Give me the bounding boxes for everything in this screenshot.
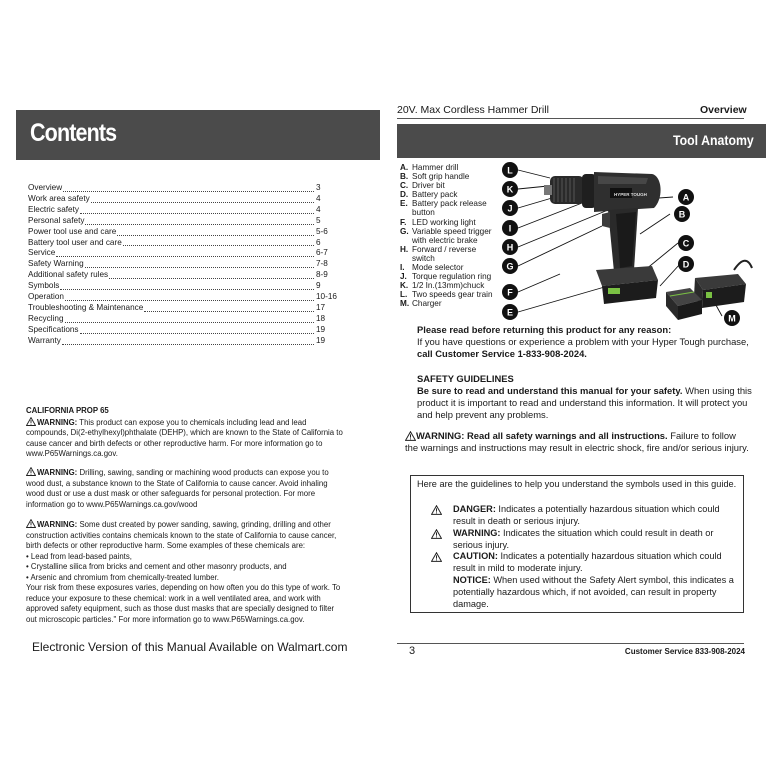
part-letter: I. bbox=[400, 263, 405, 273]
toc-leader bbox=[91, 202, 314, 203]
callout-H: H bbox=[506, 242, 514, 253]
toc-page: 5-6 bbox=[316, 226, 328, 236]
warning-text: Drilling, sawing, sanding or machining wood products can expose you to wood dust, a substance known to the State of California to cause cancer. Avoid inhaling wood dust or use a dust mask or other safeguards for personal protection. For more information go to www.P65Warnings.ca.gov/wood bbox=[26, 468, 329, 509]
guide-intro: Here are the guidelines to help you understand the symbols used in this guide. bbox=[417, 479, 737, 489]
toc-leader bbox=[60, 289, 314, 290]
callout-B: B bbox=[678, 209, 686, 220]
toc-label: Warranty bbox=[28, 335, 61, 345]
part-letter: J. bbox=[400, 272, 407, 282]
list-item: • Lead from lead-based paints, bbox=[26, 551, 132, 561]
toc-leader bbox=[65, 300, 314, 301]
warning-text: This product can expose you to chemicals including lead and lead compounds, Di(2-ethylhexyl)phthalate (DEHP), which are known to the State of California to cause cancer and birth defects or other reproductive harm. For more information go to www.P65Warnings.ca.gov. bbox=[26, 417, 343, 458]
part-item bbox=[400, 172, 500, 181]
part-item bbox=[400, 299, 500, 308]
signal-warning bbox=[431, 528, 737, 552]
toc-leader bbox=[65, 322, 315, 323]
toc-row bbox=[28, 259, 338, 270]
part-letter: B. bbox=[400, 172, 409, 182]
contents-banner bbox=[16, 110, 380, 160]
toc-row bbox=[28, 205, 338, 216]
signal-label: WARNING: bbox=[453, 528, 501, 538]
signal-text: Indicates a potentially hazardous situation which could result in death or serious injury. bbox=[453, 504, 720, 526]
toc-label: Operation bbox=[28, 292, 64, 302]
warning-label: WARNING: bbox=[37, 520, 78, 529]
toc-page: 10-16 bbox=[316, 292, 337, 302]
signal-notice bbox=[431, 575, 737, 611]
toc-row bbox=[28, 270, 338, 281]
toc-leader bbox=[144, 311, 314, 312]
safety-warning bbox=[405, 421, 750, 464]
part-letter: L. bbox=[400, 290, 408, 300]
header-section: Overview bbox=[700, 104, 747, 116]
toc-page: 6 bbox=[316, 237, 321, 247]
toc-row bbox=[28, 248, 338, 259]
safety-bold: Be sure to read and understand this manual for your safety. bbox=[417, 385, 683, 396]
safety-text: When using this product it is important to read and understand this information. It will protect you and help prevent any problems. bbox=[417, 385, 752, 420]
safety-warning-text: Failure to follow the warnings and instructions may result in electric shock, fire and/or serious injury. bbox=[405, 430, 749, 454]
signal-danger bbox=[431, 504, 737, 528]
part-letter: A. bbox=[400, 163, 409, 172]
part-text: Mode selector bbox=[412, 263, 464, 273]
drill-illustration bbox=[490, 158, 766, 330]
toc-label: Personal safety bbox=[28, 215, 85, 225]
toc-leader bbox=[80, 213, 314, 214]
part-letter: D. bbox=[400, 190, 409, 200]
toc-page: 17 bbox=[316, 302, 326, 312]
warning-triangle-icon bbox=[431, 551, 453, 575]
part-item bbox=[400, 272, 500, 281]
left-footer: Electronic Version of this Manual Available on Walmart.com bbox=[32, 640, 348, 654]
toc-page: 4 bbox=[316, 193, 321, 203]
toc-label: Safety Warning bbox=[28, 259, 84, 269]
toc-row bbox=[28, 314, 338, 325]
part-text: 1/2 In.(13mm)chuck bbox=[412, 281, 485, 291]
header-divider bbox=[397, 118, 744, 119]
callout-M: M bbox=[728, 313, 736, 324]
part-item bbox=[400, 181, 500, 190]
part-letter: E. bbox=[400, 199, 408, 209]
safety-guidelines bbox=[417, 373, 752, 421]
warning-triangle-icon bbox=[26, 417, 36, 426]
signal-text: Indicates a potentially hazardous situation which could result in mild to moderate injury. bbox=[453, 551, 722, 573]
safety-heading: SAFETY GUIDELINES bbox=[417, 373, 514, 384]
part-letter: C. bbox=[400, 181, 409, 191]
part-text: Forward / reverse switch bbox=[412, 244, 477, 263]
part-item bbox=[400, 227, 500, 245]
customer-service-call: call Customer Service 1-833-908-2024. bbox=[417, 348, 587, 359]
part-text: Torque regulation ring bbox=[412, 272, 492, 282]
toc-leader bbox=[109, 278, 314, 279]
toc-page: 19 bbox=[316, 335, 326, 345]
toc-row bbox=[28, 292, 338, 303]
toc-row bbox=[28, 336, 338, 347]
callout-E: E bbox=[506, 307, 514, 318]
tool-anatomy-title: Tool Anatomy bbox=[673, 132, 754, 148]
part-text: Charger bbox=[412, 299, 442, 309]
table-of-contents bbox=[28, 183, 338, 347]
warning-triangle-icon bbox=[431, 504, 453, 528]
part-text: Soft grip handle bbox=[412, 172, 470, 182]
part-text: Driver bit bbox=[412, 181, 445, 191]
toc-label: Electric safety bbox=[28, 204, 79, 214]
part-letter: M. bbox=[400, 299, 410, 309]
warning-triangle-icon bbox=[405, 431, 415, 440]
toc-label: Overview bbox=[28, 183, 63, 192]
toc-label: Specifications bbox=[28, 324, 79, 334]
toc-label: Symbols bbox=[28, 281, 60, 291]
toc-leader bbox=[62, 344, 314, 345]
callout-G: G bbox=[506, 261, 514, 272]
warning-triangle-icon bbox=[26, 467, 36, 476]
part-item bbox=[400, 190, 500, 199]
toc-page: 4 bbox=[316, 204, 321, 214]
toc-page: 3 bbox=[316, 183, 321, 192]
safety-warning-bold: WARNING: Read all safety warnings and all instructions. bbox=[416, 430, 668, 442]
toc-row bbox=[28, 325, 338, 336]
part-item bbox=[400, 263, 500, 272]
toc-page: 5 bbox=[316, 215, 321, 225]
toc-label: Troubleshooting & Maintenance bbox=[28, 302, 144, 312]
toc-row bbox=[28, 303, 338, 314]
part-text: Battery pack bbox=[412, 190, 458, 200]
toc-label: Battery tool user and care bbox=[28, 237, 122, 247]
return-notice-text: If you have questions or experience a problem with your Hyper Tough purchase, bbox=[417, 336, 749, 347]
signal-label: DANGER: bbox=[453, 504, 496, 514]
toc-row bbox=[28, 194, 338, 205]
toc-row bbox=[28, 238, 338, 249]
toc-row bbox=[28, 227, 338, 238]
footer-divider bbox=[397, 643, 744, 644]
callout-I: I bbox=[508, 223, 512, 234]
part-text: Two speeds gear train bbox=[412, 290, 493, 300]
toc-page: 9 bbox=[316, 281, 321, 291]
toc-row bbox=[28, 183, 338, 194]
return-notice-heading: Please read before returning this product for any reason: bbox=[417, 324, 672, 335]
header-title: 20V. Max Cordless Hammer Drill bbox=[397, 104, 549, 116]
signal-text: When used without the Safety Alert symbol, this indicates a potentially hazardous which, if not avoided, can result in property damage. bbox=[453, 575, 734, 609]
toc-leader bbox=[56, 256, 314, 257]
part-item bbox=[400, 281, 500, 290]
callout-F: F bbox=[507, 287, 513, 298]
part-letter: H. bbox=[400, 244, 409, 254]
toc-leader bbox=[123, 245, 314, 246]
toc-leader bbox=[80, 333, 314, 334]
return-notice bbox=[417, 324, 752, 360]
part-text: Variable speed trigger with electric brake bbox=[412, 226, 492, 245]
prop65-warning-1 bbox=[26, 406, 344, 460]
contents-title: Contents bbox=[30, 119, 117, 147]
toc-page: 6-7 bbox=[316, 248, 328, 258]
callout-C: C bbox=[682, 238, 690, 249]
signal-label: NOTICE: bbox=[453, 575, 491, 585]
toc-page: 19 bbox=[316, 324, 326, 334]
part-item bbox=[400, 199, 500, 217]
page-number: 3 bbox=[409, 645, 416, 657]
part-text: Hammer drill bbox=[412, 163, 459, 172]
prop65-heading: CALIFORNIA PROP 65 bbox=[26, 406, 109, 415]
toc-label: Power tool use and care bbox=[28, 226, 117, 236]
warning-triangle-icon bbox=[26, 519, 36, 528]
callout-A: A bbox=[682, 192, 690, 203]
part-letter: K. bbox=[400, 281, 409, 291]
list-item: • Crystalline silica from bricks and cement and other masonry products, and bbox=[26, 562, 287, 571]
signal-label: CAUTION: bbox=[453, 551, 498, 561]
callout-L: L bbox=[507, 165, 513, 176]
charger-shape bbox=[694, 261, 752, 308]
toc-label: Additional safety rules bbox=[28, 270, 109, 280]
toc-page: 8-9 bbox=[316, 270, 328, 280]
drill-brand-label: HYPER TOUGH bbox=[614, 192, 647, 197]
callout-D: D bbox=[682, 259, 690, 270]
warning-text: Some dust created by power sanding, sawing, grinding, drilling and other construction activities contains chemicals known to the state of California to cause cancer, birth defects or other reproductive harm. Some examples of these chemicals are: bbox=[26, 520, 337, 550]
signal-text: Indicates the situation which could result in death or serious injury. bbox=[453, 528, 714, 550]
toc-leader bbox=[85, 267, 314, 268]
toc-row bbox=[28, 281, 338, 292]
toc-label: Work area safety bbox=[28, 193, 90, 203]
warning-label: WARNING: bbox=[37, 468, 78, 477]
toc-leader bbox=[85, 224, 314, 225]
part-text: Battery pack release button bbox=[412, 199, 487, 218]
toc-label: Recycling bbox=[28, 313, 64, 323]
part-text: LED working light bbox=[412, 217, 476, 227]
callout-K: K bbox=[506, 184, 514, 195]
toc-row bbox=[28, 216, 338, 227]
tool-anatomy-banner bbox=[397, 124, 766, 158]
drill-diagram bbox=[490, 158, 766, 330]
part-item bbox=[400, 290, 500, 299]
toc-page: 7-8 bbox=[316, 259, 328, 269]
callout-J: J bbox=[507, 203, 513, 214]
toc-page: 18 bbox=[316, 313, 326, 323]
toc-leader bbox=[63, 191, 314, 192]
part-item bbox=[400, 245, 500, 263]
part-item bbox=[400, 218, 500, 227]
warning-triangle-icon bbox=[431, 528, 453, 552]
part-letter: F. bbox=[400, 217, 407, 227]
signal-caution bbox=[431, 551, 737, 575]
prop65-warning-2 bbox=[26, 467, 344, 510]
prop65-warning-3 bbox=[26, 519, 344, 625]
toc-leader bbox=[117, 235, 314, 236]
list-item: • Arsenic and chromium from chemically-treated lumber. bbox=[26, 572, 219, 582]
signal-words-box bbox=[410, 475, 744, 613]
part-item bbox=[400, 163, 500, 172]
footer-customer-service: Customer Service 833-908-2024 bbox=[624, 647, 745, 656]
part-letter: G. bbox=[400, 226, 409, 236]
toc-label: Service bbox=[28, 248, 56, 258]
parts-list bbox=[400, 163, 500, 309]
warning-outro: Your risk from these exposures varies, depending on how often you do this type of work. To reduce your exposure to these chemical: work in a well ventilated area, and work with approved safety equipment, such as those dust masks that are specially designed to filter out microscopic particles." For more information go to www.P65Warnings.ca.gov. bbox=[26, 583, 341, 624]
warning-label: WARNING: bbox=[37, 417, 78, 427]
